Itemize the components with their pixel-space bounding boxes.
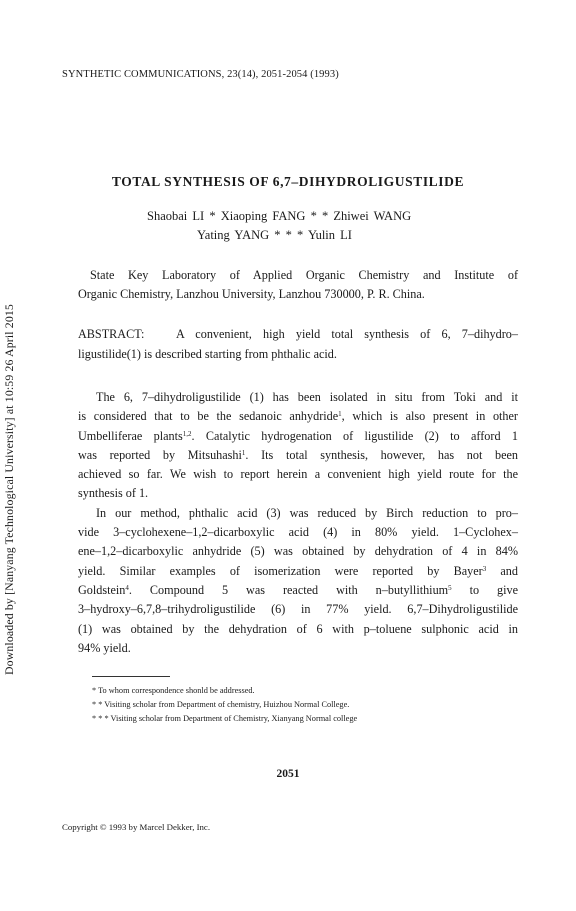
paragraph-1-line-6: synthesis of 1. [78, 486, 149, 501]
footnote-3: * * * Visiting scholar from Department of Chemistry, Xianyang Normal college [92, 713, 358, 723]
text-span: , which is also present in other [341, 409, 518, 424]
paragraph-2-line-3: ene–1,2–dicarboxylic anhydride (5) was obtained by dehydration of 4 in 84% [78, 544, 518, 559]
authors-line-1: Shaobai LI * Xiaoping FANG * * Zhiwei WANG [147, 209, 412, 223]
citation-sup: 4 [125, 583, 129, 592]
citation-sup: 1,2 [182, 429, 192, 438]
citation-sup: 1 [338, 410, 342, 419]
text-span: Goldstein [78, 582, 126, 597]
paragraph-2-line-6: 3–hydroxy–6,7,8–trihydroligustilide (6) in 77% yield. 6,7–Dihydroligustilide [78, 602, 518, 617]
text-span: was reported by Mitsuhashi [78, 447, 242, 462]
abstract-line-2: ligustilide(1) is described starting from phthalic acid. [78, 346, 337, 361]
paragraph-1-line-5: achieved so far. We wish to report herein a convenient high yield route for the [78, 467, 518, 482]
paragraph-2-line-4 [78, 562, 518, 581]
text-span: is considered that to be the sedanoic anhydride [78, 409, 339, 424]
body-text [78, 388, 518, 658]
copyright-notice: Copyright © 1993 by Marcel Dekker, Inc. [62, 822, 211, 832]
paragraph-2-line-8: 94% yield. [78, 640, 131, 655]
citation-sup: 5 [448, 583, 452, 592]
paragraph-1-line-1: The 6, 7–dihydroligustilide (1) has been isolated in situ from Toki and it [96, 390, 518, 404]
text-span: . Catalytic hydrogenation of ligustilide (2) to afford 1 [191, 428, 519, 443]
abstract-line-1 [78, 325, 518, 345]
download-watermark: Downloaded by [Nanyang Technological University] at 10:59 26 April 2015 [2, 304, 16, 675]
footnote-1: * To whom correspondence shonld be addressed. [92, 686, 255, 695]
affiliation [78, 266, 518, 304]
text-span: to give [451, 582, 518, 597]
footnotes [92, 684, 357, 725]
citation-sup: 3 [482, 564, 487, 573]
text-span: . Compound 5 was reacted with n–butyllithium [128, 582, 449, 597]
text-span: and [486, 563, 518, 578]
affiliation-line-1: State Key Laboratory of Applied Organic Chemistry and Institute of [90, 268, 518, 282]
authors-line-2: Yating YANG * * * Yulin LI [197, 228, 352, 242]
abstract-label: ABSTRACT: [78, 327, 145, 341]
paragraph-2-line-7: (1) was obtained by the dehydration of 6 with p–toluene sulphonic acid in [78, 621, 518, 636]
affiliation-line-2: Organic Chemistry, Lanzhou University, Lanzhou 730000, P. R. China. [78, 287, 425, 301]
text-span: yield. Similar examples of isomerization were reported by Bayer [78, 563, 483, 578]
text-span: . Its total synthesis, however, has not been [245, 447, 519, 462]
paragraph-2-line-5 [78, 581, 518, 600]
footnote-divider [92, 676, 170, 677]
paragraph-1-line-4 [78, 446, 518, 465]
paragraph-2-line-1: In our method, phthalic acid (3) was reduced by Birch reduction to pro– [96, 505, 518, 520]
text-span: Umbelliferae plants [78, 428, 183, 443]
paragraph-1-line-2 [78, 407, 518, 426]
journal-header: SYNTHETIC COMMUNICATIONS, 23(14), 2051-2054 (1993) [62, 69, 339, 80]
paragraph-2-line-2: vide 3–cyclohexene–1,2–dicarboxylic acid (4) in 80% yield. 1–Cyclohex– [78, 525, 518, 540]
abstract [78, 325, 518, 364]
citation-sup: 1 [241, 448, 246, 457]
footnote-2: * * Visiting scholar from Department of chemistry, Huizhou Normal College. [92, 699, 350, 709]
page-number: 2051 [276, 768, 300, 780]
paragraph-1-line-3 [78, 427, 518, 446]
article-title: TOTAL SYNTHESIS OF 6,7–DIHYDROLIGUSTILIDE [111, 174, 465, 189]
abstract-text-1: A convenient, high yield total synthesis of 6, 7–dihydro– [176, 327, 518, 341]
